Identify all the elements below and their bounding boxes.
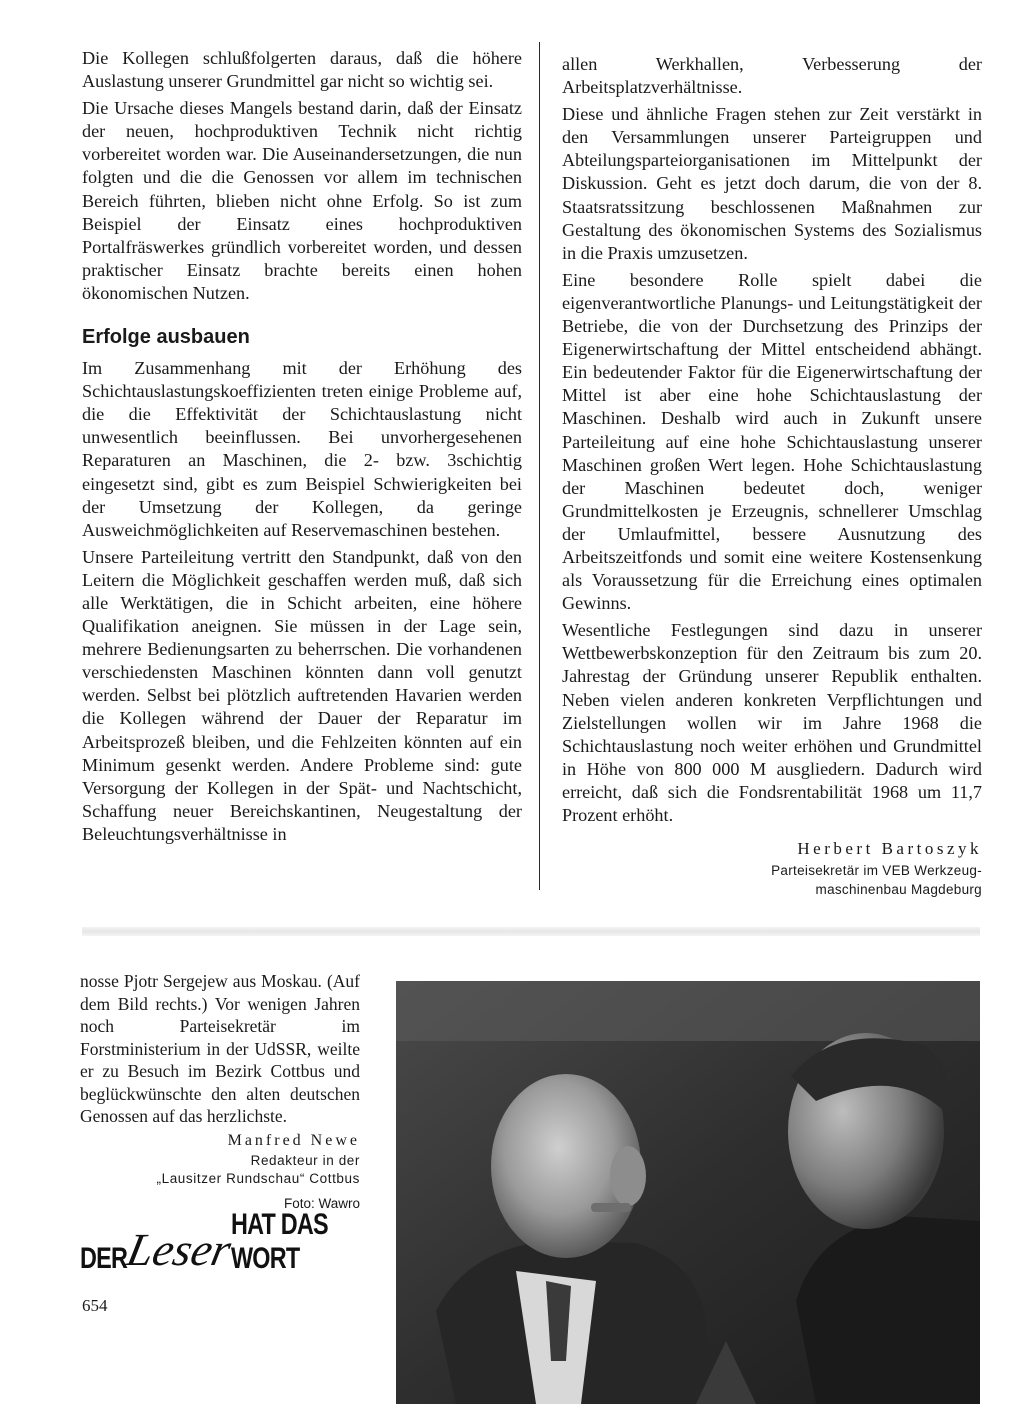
rubric-logo: [80, 1208, 360, 1276]
photo-two-men-icon: [396, 981, 980, 1404]
caption-text: nosse Pjotr Sergejew aus Moskau. (Auf dem Bild rechts.) Vor wenigen Jahren noch Parteisekretär im Forstministerium in der UdSSR, weilte er zu Besuch im Bezirk Cottbus und beglückwünschte den alten deutschen Genossen auf das herzlichste.: [80, 971, 360, 1126]
left-column: [82, 47, 522, 850]
caption-author-role: Redakteur in der: [250, 1152, 360, 1168]
logo-part: DER: [80, 1242, 128, 1275]
caption-signature: [80, 1130, 360, 1213]
photo-caption: [80, 970, 360, 1213]
logo-script: Leser: [122, 1224, 236, 1275]
author-role: Parteisekretär im VEB Werkzeug-: [771, 863, 982, 879]
right-column: [562, 53, 982, 899]
paragraph: Wesentliche Festlegungen sind dazu in unserer Wettbewerbskonzeption für den Zeitraum bis zum 20. Jahrestag der Gründung unserer Republik enthalten. Neben vielen anderen konkreten Verpflichtungen und Zielstellungen wollen wir im Jahre 1968 die Schichtauslastung noch weiter erhöhen und Grundmittel in Höhe von 800 000 M ausgliedern. Dadurch wird erreicht, daß sich die Fondsrentabilität 1968 um 11,7 Prozent erhöht.: [562, 620, 982, 825]
article-signature: [562, 837, 982, 899]
paragraph: Im Zusammenhang mit der Erhöhung des Schichtauslastungskoeffizienten treten einige Probleme auf, die die Effektivität der Schichtauslastung nicht unwesentlich beeinflussen. Bei unvorhergesehenen Reparaturen an Maschinen, die 2- bzw. 3schichtig eingesetzt sind, gibt es zum Beispiel Schwierigkeiten bei der Umsetzung der Kollegen, da geringe Ausweichmöglichkeiten auf Reservemaschinen bestehen.: [82, 358, 522, 540]
logo-part: HAT DAS WORT: [230, 1208, 328, 1275]
paragraph: Unsere Parteileitung vertritt den Standpunkt, daß von den Leitern die Möglichkeit geschaffen werden muß, daß sich alle Werktätigen, die in Schicht arbeiten, eine höhere Qualifikation aneignen. Sie müssen in der Lage sein, mehrere Bedienungsarten zu beherrschen. Die vorhandenen verschiedensten Maschinen könnten dann voll genutzt werden. Selbst bei plötzlich auftretenden Havarien werden die Kollegen während der Dauer der Reparatur im Arbeitsprozeß bleiben, und die Fehlzeiten könnten auf ein Minimum gesenkt werden. Andere Probleme sind: gute Versorgung der Kollegen in der Spät- und Nachtschicht, Schaffung neuer Bereichskantinen, Neugestaltung der Beleuchtungsverhältnisse in: [82, 546, 522, 844]
section-divider: [82, 927, 980, 936]
paragraph: Die Ursache dieses Mangels bestand darin, daß der Einsatz der neuen, hochproduktiven Technik nicht richtig vorbereitet worden war. Die Auseinandersetzungen, die nun folgten und die die Genossen vor allem im technischen Bereich führten, blieben nicht ohne Erfolg. So ist zum Beispiel der Einsatz eines hochproduktiven Portalfräswerkes gründlich vorbereitet worden, und dessen praktischer Einsatz brachte bereits einen hohen ökonomischen Nutzen.: [82, 98, 522, 303]
section-heading: Erfolge ausbauen: [82, 326, 250, 349]
author-role: maschinenbau Magdeburg: [815, 882, 982, 898]
paragraph: allen Werkhallen, Verbesserung der Arbeitsplatzverhältnisse.: [562, 54, 982, 98]
caption-author: Manfred Newe: [227, 1131, 360, 1149]
paragraph: Eine besondere Rolle spielt dabei die eigenverantwortliche Planungs- und Leitungstätigkeit der Betriebe, die von der Durchsetzung des Prinzips der Eigenerwirtschaftung der Mittel entscheidend abhängt. Ein bedeutender Faktor für die Eigenerwirtschaftung der Mittel ist aber eine hohe Schichtauslastung der Maschinen. Deshalb wird auch in Zukunft unsere Parteileitung auf eine hohe Schichtauslastung unserer Maschinen großen Wert legen. Hohe Schichtauslastung der Maschinen bedeutet doch, weniger Grundmittelkosten je Erzeugnis, schnellerer Umschlag der Umlaufmittel, bessere Ausnutzung des Arbeitszeitfonds und somit eine weitere Kostensenkung als Voraussetzung für die Erreichung eines optimalen Gewinns.: [562, 269, 982, 614]
paragraph: Diese und ähnliche Fragen stehen zur Zeit verstärkt in den Versammlungen unserer Parteigruppen und Abteilungsparteiorganisationen im Mittelpunkt der Diskussion. Geht es jetzt doch darum, die von der 8. Staatsratssitzung beschlossenen Maßnahmen zur Gestaltung des ökonomischen Systems des Sozialismus in die Praxis umzusetzen.: [562, 104, 982, 263]
paragraph: Die Kollegen schlußfolgerten daraus, daß die höhere Auslastung unserer Grundmittel gar nicht so wichtig sei.: [82, 48, 522, 92]
page-number: 654: [82, 1296, 108, 1315]
caption-author-role: „Lausitzer Rundschau“ Cottbus: [156, 1170, 360, 1186]
column-divider: [539, 42, 540, 890]
author-name: Herbert Bartoszyk: [797, 839, 982, 859]
photo-credit: Foto: Wawro: [283, 1195, 360, 1211]
